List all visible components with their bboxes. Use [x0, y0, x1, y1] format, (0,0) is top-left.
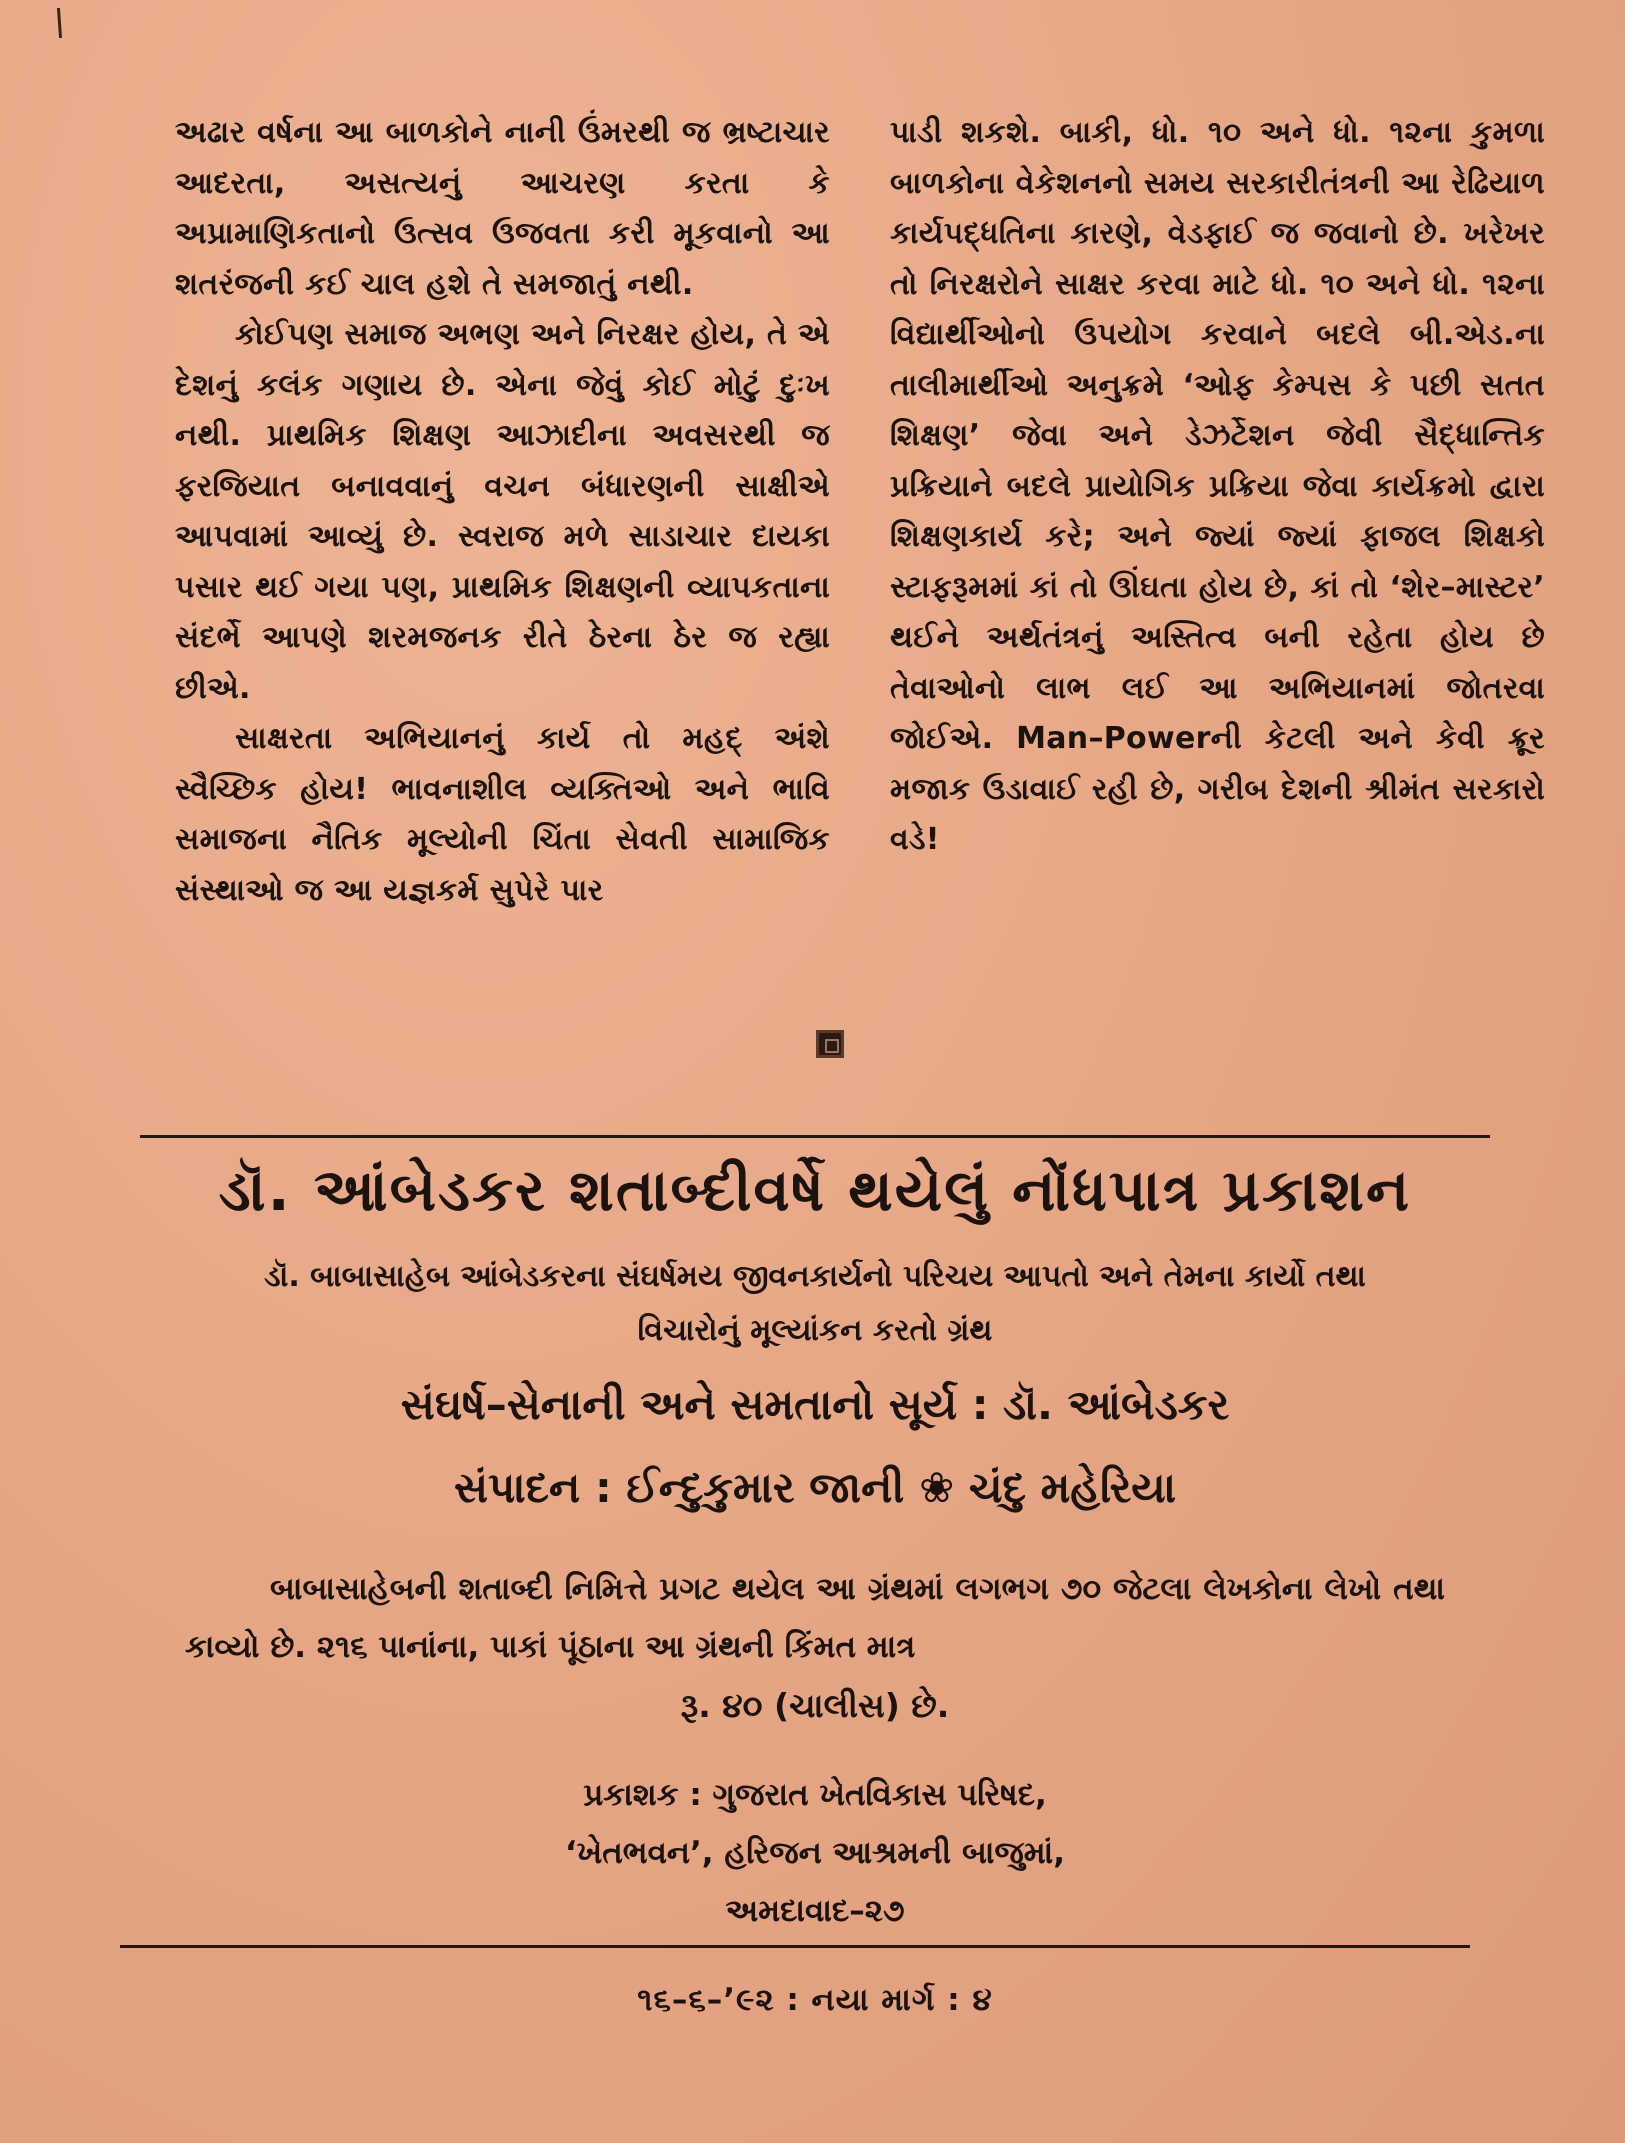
book-title: સંઘર્ષ–સેનાની અને સમતાનો સૂર્ય : ડૉ. આંબેડકર [400, 1380, 1230, 1429]
book-price: રૂ. ૪૦ (ચાલીસ) છે. [680, 1686, 950, 1725]
publisher-block [185, 1766, 1445, 1940]
article-columns [175, 108, 1545, 928]
page-footer: ૧૬–૬–’૯૨ : નયા માર્ગ : ૪ [637, 1982, 993, 2018]
article-left-column [175, 108, 830, 928]
divider-rule [120, 1945, 1470, 1948]
article-paragraph: અઢાર વર્ષના આ બાળકોને નાની ઉંમરથી જ ભ્રષ્ટાચાર આદરતા, અસત્યનું આચરણ કરતા કે અપ્રામાણિકતાનો ઉત્સવ ઉજવતા કરી મૂકવાનો આ શતરંજની કઈ ચાલ હશે તે સમજાતું નથી. [175, 115, 830, 302]
pen-mark [57, 8, 62, 38]
publisher-address: ‘ખેતભવન’, હરિજન આશ્રમની બાજુમાં, [564, 1835, 1066, 1871]
publisher-line: પ્રકાશક : ગુજરાત ખેતવિકાસ પરિષદ, [583, 1777, 1047, 1813]
divider-rule [140, 1135, 1490, 1138]
book-blurb: બાબાસાહેબની શતાબ્દી નિમિત્તે પ્રગટ થયેલ આ ગ્રંથમાં લગભગ ૭૦ જેટલા લેખકોના લેખો તથા કાવ્યો છે. ૨૧૬ પાનાંના, પાકાં પૂંઠાના આ ગ્રંથની કિંમત માત્ર [185, 1571, 1445, 1665]
article-right-column [890, 108, 1545, 928]
article-paragraph: સાક્ષરતા અભિયાનનું કાર્ય તો મહદ્ અંશે સ્વૈચ્છિક હોય! ભાવનાશીલ વ્યક્તિઓ અને ભાવિ સમાજના નૈતિક મૂલ્યોની ચિંતા સેવતી સામાજિક સંસ્થાઓ જ આ યજ્ઞકર્મ સુપેરે પાર [175, 721, 830, 908]
publisher-city: અમદાવાદ–૨૭ [725, 1893, 905, 1929]
book-editors: સંપાદન : ઈન્દુકુમાર જાની ❀ ચંદુ મહેરિયા [453, 1463, 1176, 1512]
end-of-article-mark [816, 1030, 844, 1058]
article-paragraph: પાડી શકશે. બાકી, ધો. ૧૦ અને ધો. ૧૨ના કુમળા બાળકોના વેકેશનનો સમય સરકારીતંત્રની આ રેઢિયાળ કાર્યપદ્ધતિના કારણે, વેડફાઈ જ જવાનો છે. ખરેખર તો નિરક્ષરોને સાક્ષર કરવા માટે ધો. ૧૦ અને ધો. ૧૨ના વિદ્યાર્થીઓનો ઉપયોગ કરવાને બદલે બી.એડ.ના તાલીમાર્થીઓ અનુક્રમે ‘ઓફ કેમ્પસ કે પછી સતત શિક્ષણ’ જેવા અને ડેઝર્ટેશન જેવી સૈદ્ધાન્તિક પ્રક્રિયાને બદલે પ્રાયોગિક પ્રક્રિયા જેવા કાર્યક્રમો દ્વારા શિક્ષણકાર્ય કરે; અને જ્યાં જ્યાં ફાજલ શિક્ષકો સ્ટાફરૂમમાં કાં તો ઊંઘતા હોય છે, કાં તો ‘શેર–માસ્ટર’ થઈને અર્થતંત્રનું અસ્તિત્વ બની રહેતા હોય છે તેવાઓનો લાભ લઈ આ અભિયાનમાં જોતરવા જોઈએ. Man–Powerની કેટલી અને કેવી ક્રૂર મજાક ઉડાવાઈ રહી છે, ગરીબ દેશની શ્રીમંત સરકારો વડે! [890, 115, 1545, 857]
article-paragraph: કોઈપણ સમાજ અભણ અને નિરક્ષર હોય, તે એ દેશનું કલંક ગણાય છે. એના જેવું કોઈ મોટું દુઃખ નથી. પ્રાથમિક શિક્ષણ આઝાદીના અવસરથી જ ફરજિયાત બનાવવાનું વચન બંધારણની સાક્ષીએ આપવામાં આવ્યું છે. સ્વરાજ મળે સાડાચાર દાયકા પસાર થઈ ગયા પણ, પ્રાથમિક શિક્ષણની વ્યાપકતાના સંદર્ભે આપણે શરમજનક રીતે ઠેરના ઠેર જ રહ્યા છીએ. [175, 317, 830, 706]
ad-subtitle: ડૉ. બાબાસાહેબ આંબેડકરના સંઘર્ષમય જીવનકાર્યનો પરિચય આપતો અને તેમના કાર્યો તથા વિચારોનું મૂલ્યાંકન કરતો ગ્રંથ [264, 1259, 1366, 1348]
ad-headline: ડૉ. આંબેડકર શતાબ્દીવર્ષે થયેલું નોંધપાત્ર પ્રકાશન [218, 1156, 1412, 1224]
